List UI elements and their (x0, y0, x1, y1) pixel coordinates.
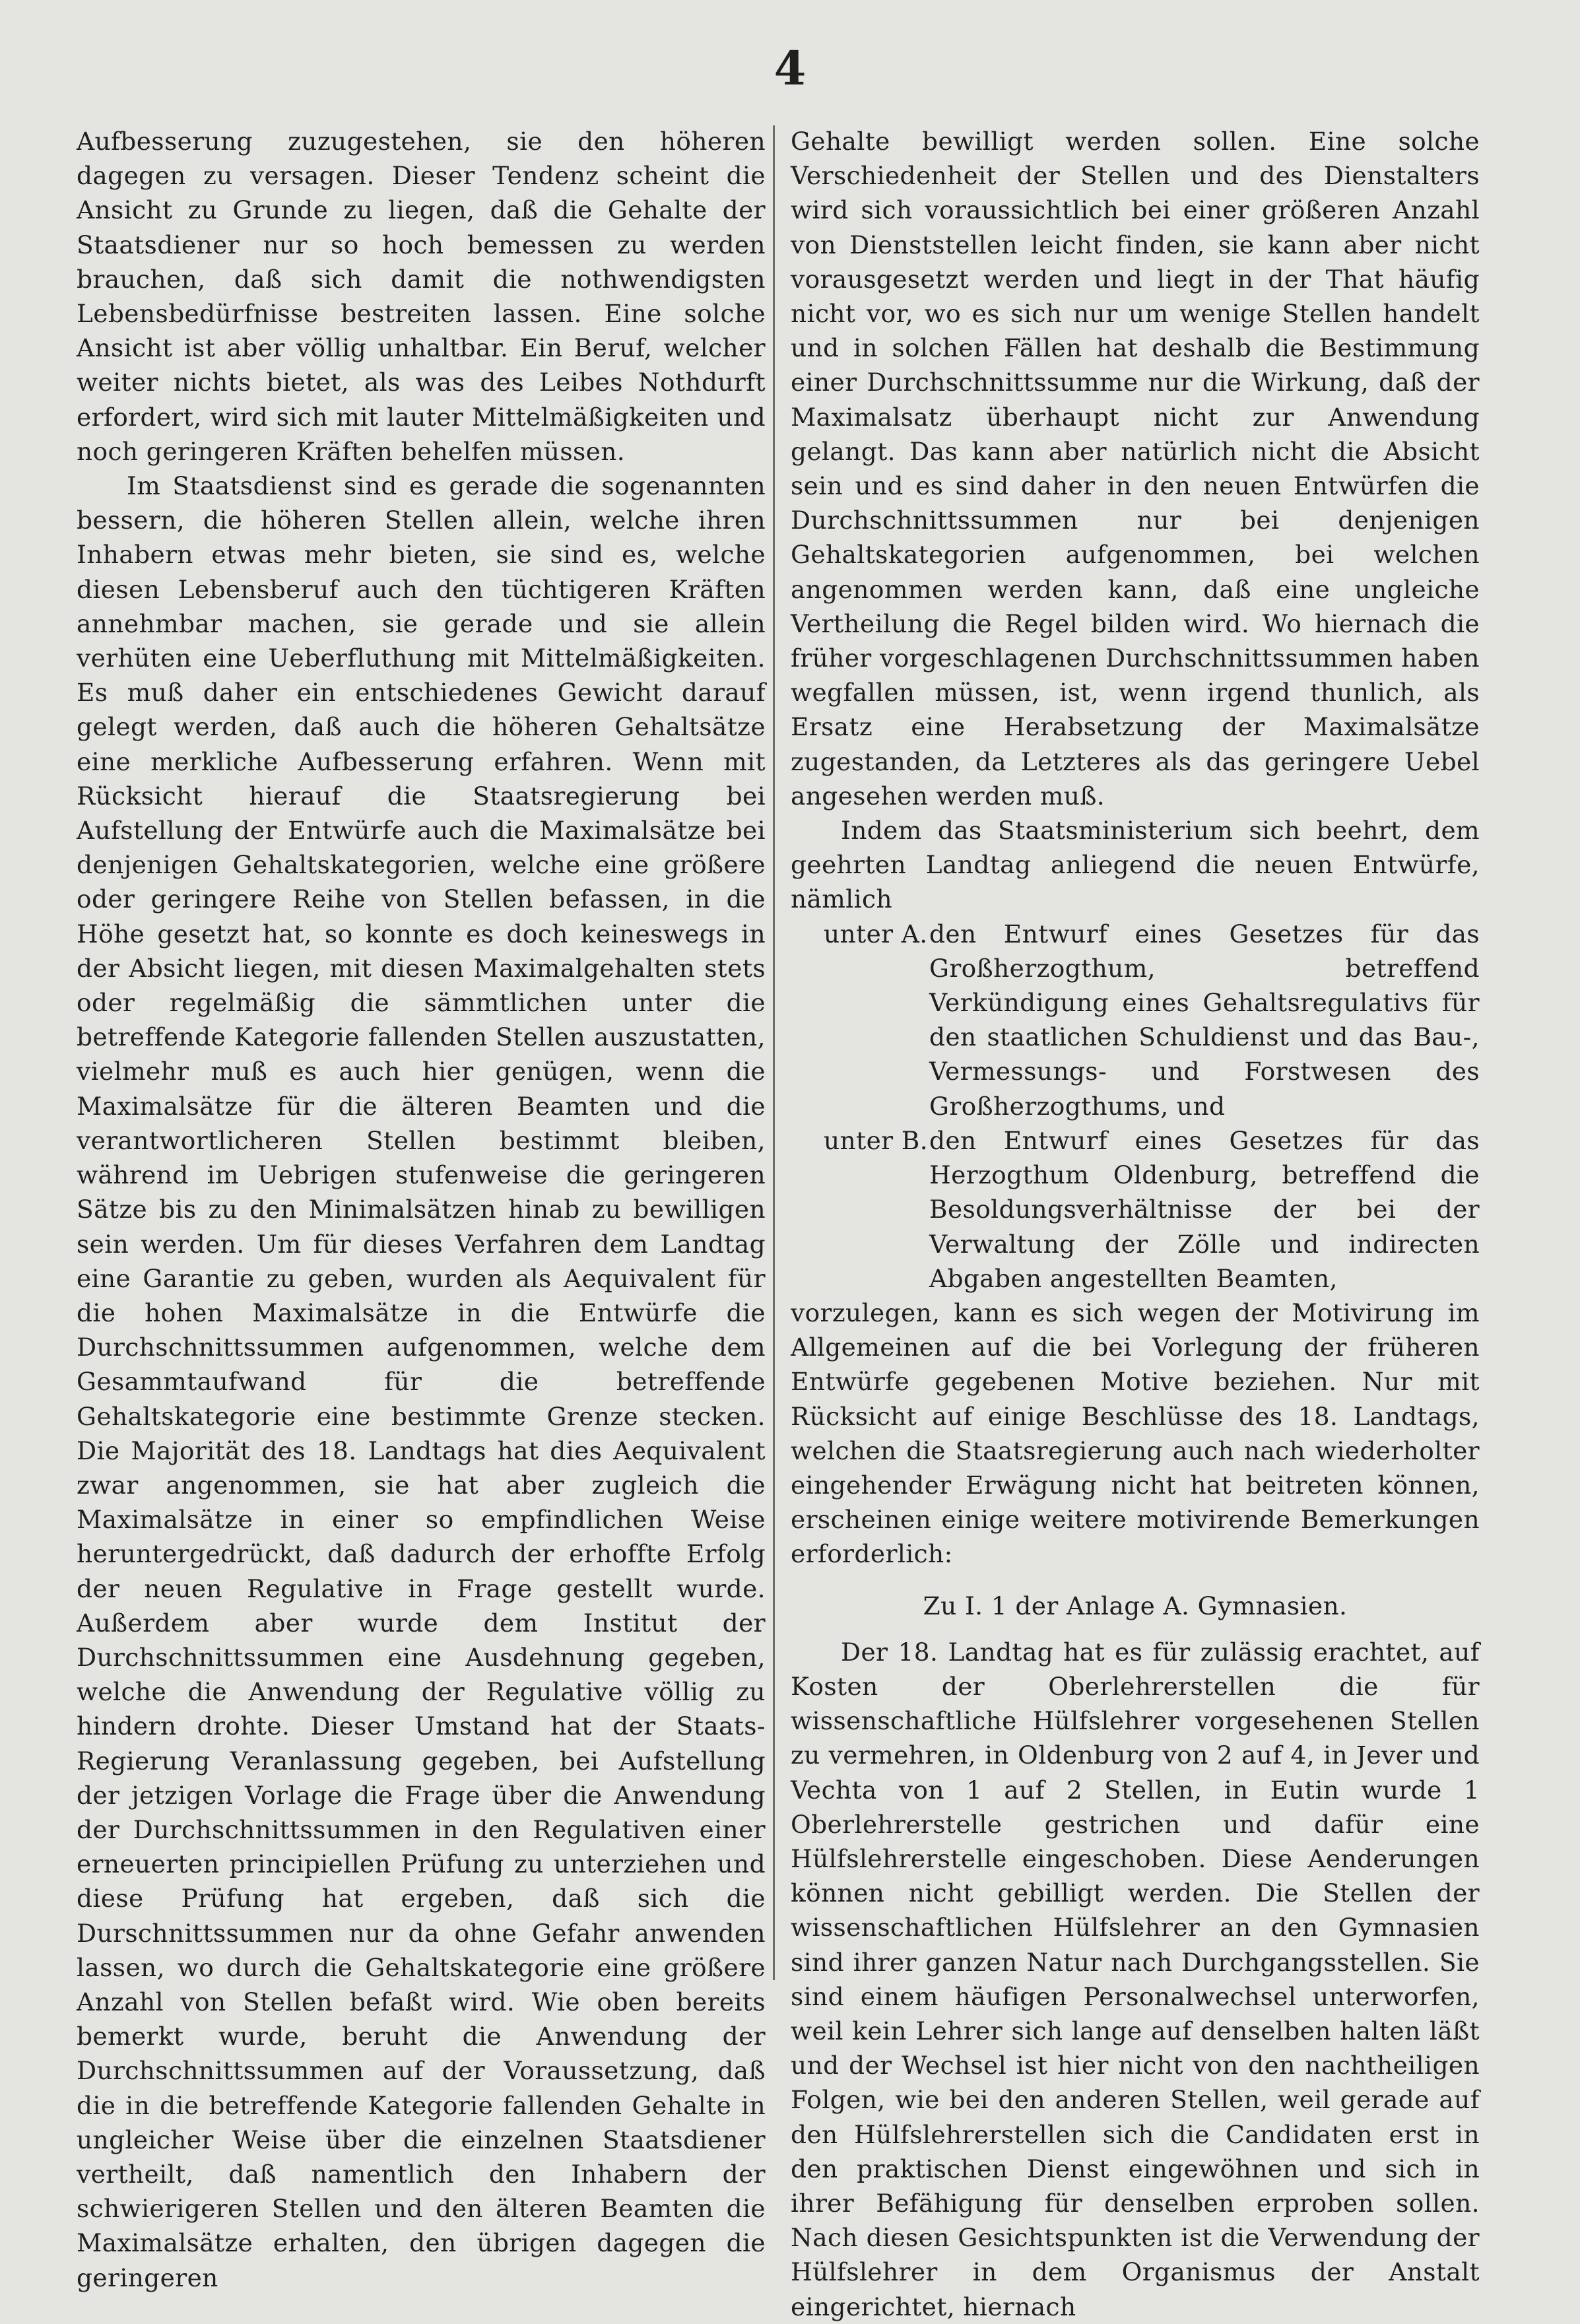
right-paragraph-3: vorzulegen, kann es sich wegen der Motivirung im Allgemeinen auf die bei Vorlegung der früheren Entwürfe gegebenen Motive beziehen. Nur mit Rücksicht auf einige Beschlüsse des 18. Landtags, welchen die Staatsregierung auch nach wiederholter eingehender Erwägung nicht hat beitreten können, erscheinen einige weitere motivirende Bemerkungen erforderlich: (791, 1298, 1480, 1569)
section-heading: Zu I. 1 der Anlage A. Gymnasien. (923, 1591, 1348, 1620)
page-number: 4 (774, 41, 806, 96)
right-column (791, 124, 1480, 2324)
list-label-b: unter B. (824, 1125, 929, 1155)
left-paragraph-2: Im Staatsdienst sind es gerade die sogenannten bessern, die höheren Stellen allein, welche ihren Inhabern etwas mehr bieten, sie sind es, welche diesen Lebensberuf auch den tüchtigeren Kräften annehmbar machen, sie gerade und sie allein verhüten eine Ueberfluthung mit Mittelmäßigkeiten. Es muß daher ein entschiedenes Gewicht darauf gelegt werden, daß auch die höheren Gehaltsätze eine merkliche Aufbesserung erfahren. Wenn mit Rücksicht hierauf die Staatsregierung bei Aufstellung der Entwürfe auch die Maximalsätze bei denjenigen Gehaltskategorien, welche eine größere oder geringere Reihe von Stellen befassen, in die Höhe gesetzt hat, so konnte es doch keineswegs in der Absicht liegen, mit diesen Maximalgehalten stets oder regelmäßig die sämmtlichen unter die betreffende Kategorie fallenden Stellen auszustatten, vielmehr muß es auch hier genügen, wenn die Maximalsätze für die älteren Beamten und die verantwortlicheren Stellen bestimmt bleiben, während im Uebrigen stufenweise die geringeren Sätze bis zu den Minimalsätzen hinab zu bewilligen sein werden. Um für dieses Verfahren dem Landtag eine Garantie zu geben, wurden als Aequivalent für die hohen Maximalsätze in die Entwürfe die Durchschnittssummen aufgenommen, welche dem Gesammtaufwand für die betreffende Gehaltskategorie eine bestimmte Grenze stecken. Die Majorität des 18. Landtags hat dies Aequivalent zwar angenommen, sie hat aber zugleich die Maximalsätze in einer so empfindlichen Weise heruntergedrückt, daß dadurch der erhoffte Erfolg der neuen Regulative in Frage gestellt wurde. Außerdem aber wurde dem Institut der Durchschnittssummen eine Ausdehnung gegeben, welche die Anwendung der Regulative völlig zu hindern drohte. Dieser Umstand hat der Staats-Regierung Veranlassung gegeben, bei Aufstellung der jetzigen Vorlage die Frage über die Anwendung der Durchschnittssummen in den Regulativen einer erneuerten principiellen Prüfung zu unterziehen und diese Prüfung hat ergeben, daß sich die Durschnittssummen nur da ohne Gefahr anwenden lassen, wo durch die Gehaltskategorie eine größere Anzahl von Stellen befaßt wird. Wie oben bereits bemerkt wurde, beruht die Anwendung der Durchschnittssummen auf der Voraussetzung, daß die in die betreffende Kategorie fallenden Gehalte in ungleicher Weise über die einzelnen Staatsdiener vertheilt, daß namentlich den Inhabern der schwierigeren Stellen und den älteren Beamten die Maximalsätze erhalten, den übrigen dagegen die geringeren (77, 471, 766, 2292)
list-item-b (791, 1123, 1480, 1296)
list-label-a: unter A. (824, 919, 928, 948)
left-column (77, 124, 766, 2295)
list-text-a: den Entwurf eines Gesetzes für das Großherzogthum, betreffend Verkündigung eines Gehaltsregulativs für den staatlichen Schuldienst und das Bau-, Vermessungs- und Forstwesen des Großherzogthums, und (929, 919, 1480, 1121)
column-divider (773, 125, 775, 1980)
right-paragraph-1: Gehalte bewilligt werden sollen. Eine solche Verschiedenheit der Stellen und des Dienstalters wird sich voraussichtlich bei einer größeren Anzahl von Dienststellen leicht finden, sie kann aber nicht vorausgesetzt werden und liegt in der That häufig nicht vor, wo es sich nur um wenige Stellen handelt und in solchen Fällen hat deshalb die Bestimmung einer Durchschnittssumme nur die Wirkung, daß der Maximalsatz überhaupt nicht zur Anwendung gelangt. Das kann aber natürlich nicht die Absicht sein und es sind daher in den neuen Entwürfen die Durchschnittssummen nur bei denjenigen Gehaltskategorien aufgenommen, bei welchen angenommen werden kann, daß eine ungleiche Vertheilung die Regel bilden wird. Wo hiernach die früher vorgeschlagenen Durchschnittssummen haben wegfallen müssen, ist, wenn irgend thunlich, als Ersatz eine Herabsetzung der Maximalsätze zugestanden, da Letzteres als das geringere Uebel angesehen werden muß. (791, 127, 1480, 811)
right-paragraph-2: Indem das Staatsministerium sich beehrt, dem geehrten Landtag anliegend die neuen Entwürfe, nämlich (791, 816, 1480, 914)
list-item-a (791, 917, 1480, 1123)
left-paragraph-1: Aufbesserung zuzugestehen, sie den höheren dagegen zu versagen. Dieser Tendenz scheint die Ansicht zu Grunde zu liegen, daß die Gehalte der Staatsdiener nur so hoch bemessen zu werden brauchen, daß sich damit die nothwendigsten Lebensbedürfnisse bestreiten lassen. Eine solche Ansicht ist aber völlig unhaltbar. Ein Beruf, welcher weiter nichts bietet, als was des Leibes Nothdurft erfordert, wird sich mit lauter Mittelmäßigkeiten und noch geringeren Kräften behelfen müssen. (77, 127, 766, 466)
list-text-b: den Entwurf eines Gesetzes für das Herzogthum Oldenburg, betreffend die Besoldungsverhältnisse der bei der Verwaltung der Zölle und indirecten Abgaben angestellten Beamten, (929, 1125, 1480, 1293)
right-paragraph-4: Der 18. Landtag hat es für zulässig erachtet, auf Kosten der Oberlehrerstellen die für wissenschaftliche Hülfslehrer vorgesehenen Stellen zu vermehren, in Oldenburg von 2 auf 4, in Jever und Vechta von 1 auf 2 Stellen, in Eutin wurde 1 Oberlehrerstelle gestrichen und dafür eine Hülfslehrerstelle eingeschoben. Diese Aenderungen können nicht gebilligt werden. Die Stellen der wissenschaftlichen Hülfslehrer an den Gymnasien sind ihrer ganzen Natur nach Durchgangsstellen. Sie sind einem häufigen Personalwechsel unterworfen, weil kein Lehrer sich lange auf denselben halten läßt und der Wechsel ist hier nicht von den nachtheiligen Folgen, wie bei den anderen Stellen, weil gerade auf den Hülfslehrerstellen sich die Candidaten erst in den praktischen Dienst eingewöhnen und sich in ihrer Befähigung für denselben erproben sollen. Nach diesen Gesichtspunkten ist die Verwendung der Hülfslehrer in dem Organismus der Anstalt eingerichtet, hiernach (791, 1637, 1480, 2321)
